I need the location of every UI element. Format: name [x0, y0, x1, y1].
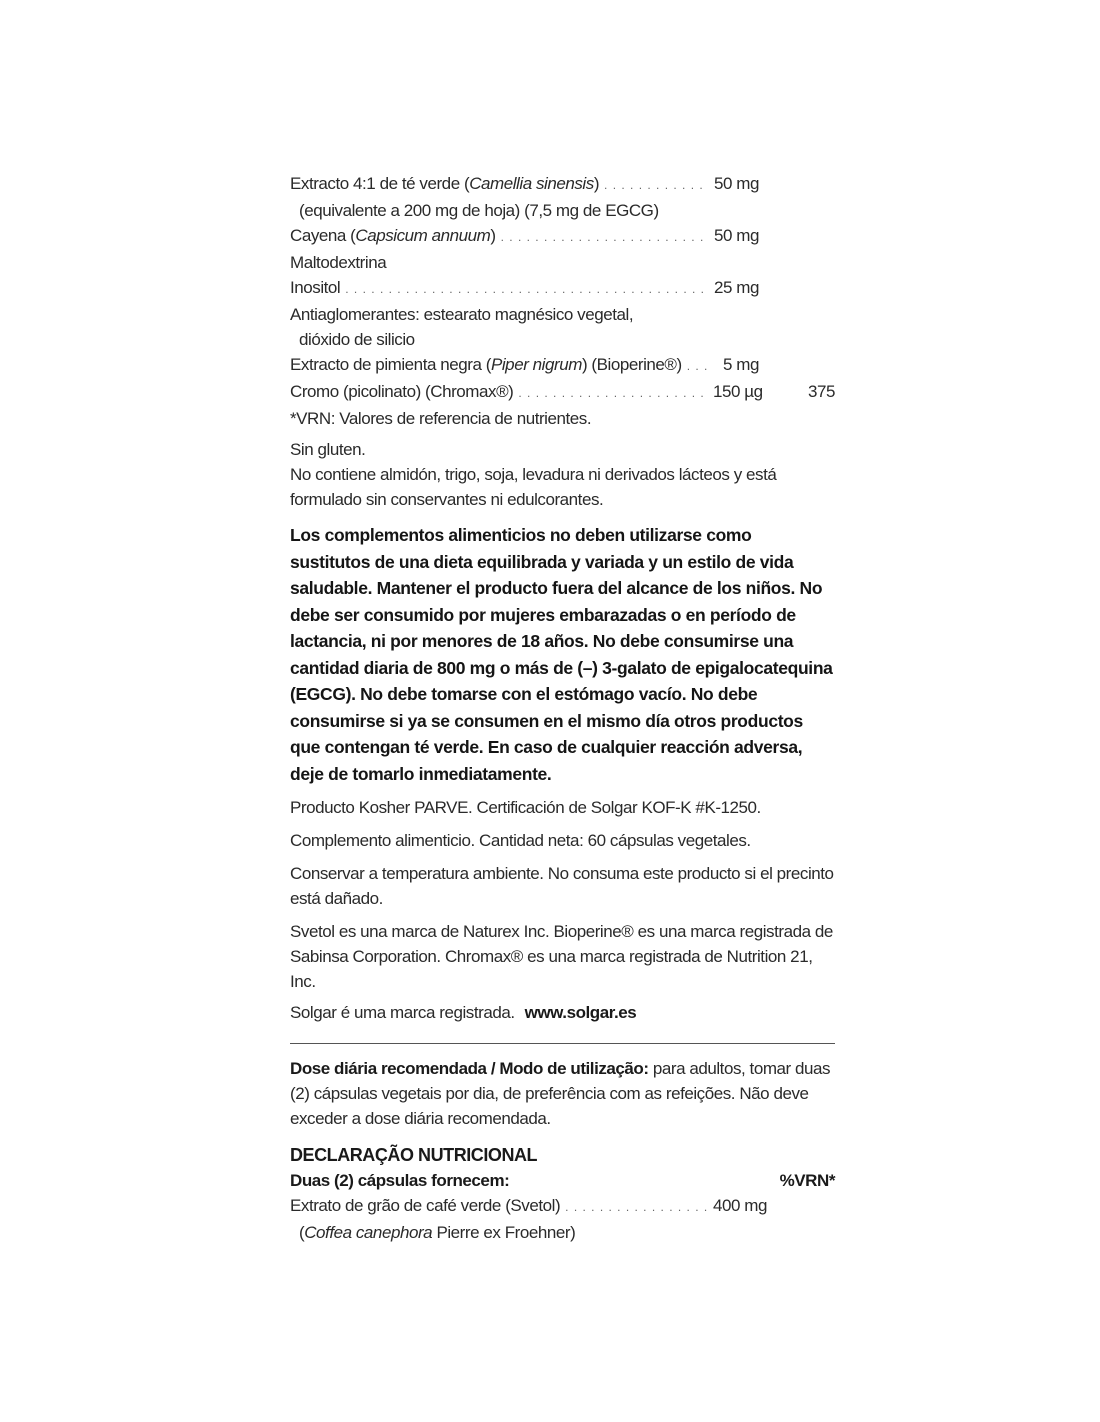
website-link[interactable]: www.solgar.es — [524, 1003, 637, 1022]
ingredient-amount: 5 mg — [723, 355, 759, 374]
ingredient-row: Extracto 4:1 de té verde (Camellia sinensis) . . . 50 mg — [290, 171, 835, 198]
leader-dots — [604, 173, 708, 198]
section-divider — [290, 1043, 835, 1044]
leader-dots — [518, 381, 708, 406]
ingredient-vrn: 375 — [807, 382, 835, 401]
solgar-trademark-line — [290, 1000, 835, 1025]
ingredient-row: Cayena (Capsicum annuum) . . . 50 mg — [290, 223, 835, 250]
ingredient-row: Cromo (picolinato) (Chromax®) . . . 150 µg 375 — [290, 379, 835, 406]
pt-dose-text: para adultos, tomar duas (2) cápsulas vegetais por dia, de preferência com as refeições. Não deve exceder a dose diária recomendada. — [290, 1059, 831, 1128]
solgar-mark-text: Solgar é uma marca registrada. — [290, 1003, 515, 1022]
gluten-statement: Sin gluten. — [290, 440, 366, 459]
storage-statement: Conservar a temperatura ambiente. No consuma este producto si el precinto está dañado. — [290, 864, 834, 908]
ingredient-amount: 25 mg — [714, 278, 759, 297]
leader-dots — [565, 1195, 708, 1220]
pt-dose-paragraph — [290, 1056, 835, 1131]
ingredient-row: Inositol . . . 25 mg — [290, 275, 835, 302]
warning-paragraph: Los complementos alimenticios no deben utilizarse como sustitutos de una dieta equilibrada y variada y un estilo de vida saludable. Mantener el producto fuera del alcance de los niños. No debe ser consumido por mujeres embarazadas o en período de lactancia, ni por menores de 18 años. No debe consumirse una cantidad diaria de 800 mg o más de (–) 3-galato de epigalocatequina (EGCG). No debe tomarse con el estómago vacío. No debe consumirse si ya se consumen en el mismo día otros productos que contengan té verde. En caso de cualquier reacción adversa, deje de tomarlo inmediatamente. — [290, 525, 833, 784]
ingredient-plain: Maltodextrina — [290, 253, 387, 272]
ingredient-amount: 150 µg — [713, 382, 763, 401]
ingredient-continuation: dióxido de silicio — [299, 330, 415, 349]
net-quantity-statement: Complemento alimenticio. Cantidad neta: 60 cápsulas vegetales. — [290, 831, 751, 850]
nutrition-table-header — [290, 1168, 835, 1193]
kosher-statement: Producto Kosher PARVE. Certificación de Solgar KOF-K #K-1250. — [290, 798, 761, 817]
ingredients-list-es — [290, 171, 835, 406]
vrn-footnote: *VRN: Valores de referencia de nutrientes. — [290, 409, 592, 428]
nutrition-declaration-heading: DECLARAÇÃO NUTRICIONAL — [290, 1145, 538, 1165]
serving-size-label: Duas (2) cápsulas fornecem: — [290, 1171, 510, 1190]
pt-dose-label: Dose diária recomendada / Modo de utilização: — [290, 1059, 649, 1078]
ingredient-continuation: (equivalente a 200 mg de hoja) (7,5 mg de EGCG) — [299, 201, 659, 220]
ingredient-amount: 50 mg — [714, 226, 759, 245]
ingredient-amount: 400 mg — [713, 1196, 768, 1215]
free-from-statement: No contiene almidón, trigo, soja, levadura ni derivados lácteos y está formulado sin conservantes ni edulcorantes. — [290, 465, 777, 509]
trademark-statement: Svetol es una marca de Naturex Inc. Bioperine® es una marca registrada de Sabinsa Corporation. Chromax® es una marca registrada de Nutrition 21, Inc. — [290, 922, 833, 991]
ingredient-row: Extrato de grão de café verde (Svetol) . . . 400 mg — [290, 1193, 835, 1220]
ingredient-amount: 50 mg — [714, 174, 759, 193]
leader-dots — [501, 225, 708, 250]
ingredient-row: Extracto de pimienta negra (Piper nigrum) (Bioperine®) . . . 5 mg — [290, 352, 835, 379]
ingredient-continuation: (Coffea canephora Pierre ex Froehner) — [299, 1223, 576, 1242]
leader-dots — [687, 354, 708, 379]
supplement-label-text — [290, 171, 835, 1245]
vrn-column-header: %VRN* — [779, 1171, 835, 1190]
leader-dots — [345, 277, 708, 302]
ingredient-plain: Antiaglomerantes: estearato magnésico vegetal, — [290, 305, 634, 324]
